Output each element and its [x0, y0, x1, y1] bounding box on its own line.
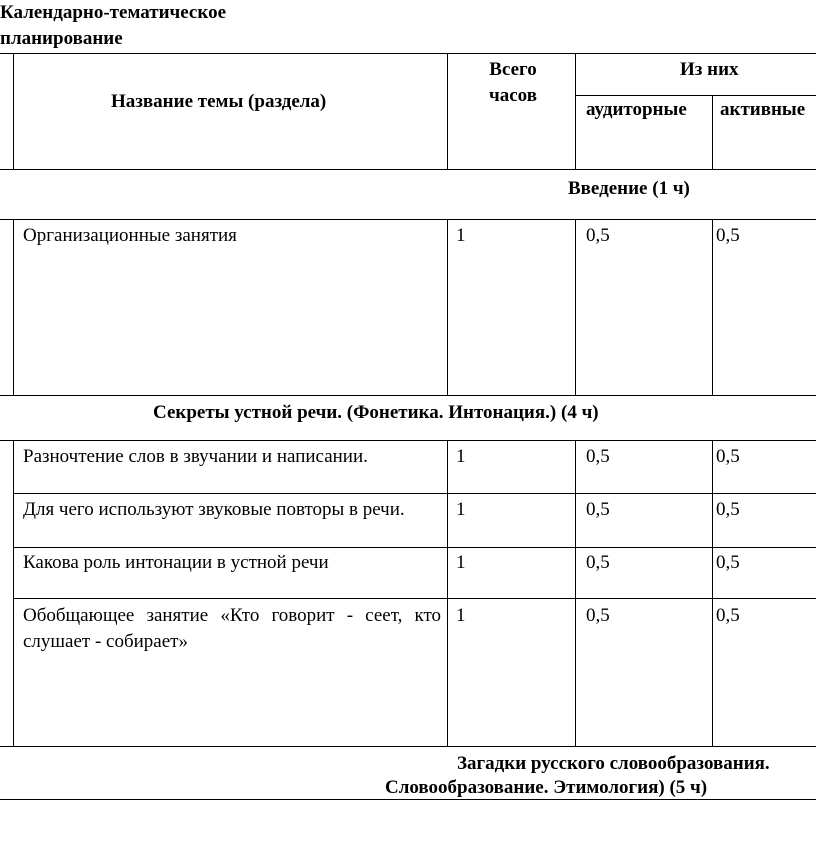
cell-auditory: 0,5: [586, 499, 610, 520]
col-line-3: [712, 219, 713, 396]
header-total: Всего часов: [489, 59, 537, 106]
cell-auditory: 0,5: [586, 605, 610, 626]
cell-active: 0,5: [716, 499, 740, 520]
cell-active: 0,5: [716, 225, 740, 246]
cell-auditory: 0,5: [586, 552, 610, 573]
row-5-bottom-line: [0, 746, 816, 747]
cell-total: 1: [456, 605, 466, 626]
col-line-0: [13, 219, 14, 396]
row-4-bottom-line: [14, 598, 816, 599]
section-1-bottom-line: [0, 219, 816, 220]
row-1-bottom-line: [0, 395, 816, 396]
cell-total: 1: [456, 225, 466, 246]
section-title: Введение (1 ч): [568, 178, 690, 199]
col-line-0: [13, 440, 14, 747]
section-2-bottom-line: [0, 440, 816, 441]
header-bottom-line: [0, 169, 816, 170]
cell-active: 0,5: [716, 446, 740, 467]
cell-total: 1: [456, 446, 466, 467]
cell-active: 0,5: [716, 605, 740, 626]
section-title-line2: Словообразование. Этимология) (5 ч): [385, 777, 708, 798]
row-3-bottom-line: [14, 547, 816, 548]
col-line-0: [13, 53, 14, 170]
cell-total: 1: [456, 552, 466, 573]
col-line-3: [712, 95, 713, 170]
cell-topic: Обобщающее занятие «Кто говорит - сеет, кто слушает - собирает»: [23, 605, 441, 652]
header-top-line: [0, 53, 816, 54]
page-title: Календарно-тематическое планирование: [0, 2, 226, 49]
cell-auditory: 0,5: [586, 446, 610, 467]
cell-total: 1: [456, 499, 466, 520]
cell-topic: Разночтение слов в звучании и написании.: [23, 446, 368, 467]
col-line-1: [447, 53, 448, 170]
col-line-1: [447, 440, 448, 747]
header-auditory: аудиторные: [586, 99, 687, 120]
section-title-line1: Загадки русского словообразования.: [457, 753, 770, 774]
col-line-2: [575, 219, 576, 396]
cell-topic: Организационные занятия: [23, 225, 237, 246]
header-topic: Название темы (раздела): [111, 91, 327, 112]
subheader-line: [575, 95, 816, 96]
row-2-bottom-line: [14, 493, 816, 494]
cell-active: 0,5: [716, 552, 740, 573]
section-title: Секреты устной речи. (Фонетика. Интонация.) (4 ч): [153, 402, 599, 423]
cell-auditory: 0,5: [586, 225, 610, 246]
header-of-which: Из них: [680, 59, 739, 80]
col-line-2: [575, 440, 576, 747]
col-line-3: [712, 440, 713, 747]
col-line-2: [575, 53, 576, 170]
header-active: активные: [720, 99, 806, 120]
col-line-1: [447, 219, 448, 396]
cell-topic: Для чего используют звуковые повторы в речи.: [23, 499, 405, 520]
cell-topic: Какова роль интонации в устной речи: [23, 552, 329, 573]
